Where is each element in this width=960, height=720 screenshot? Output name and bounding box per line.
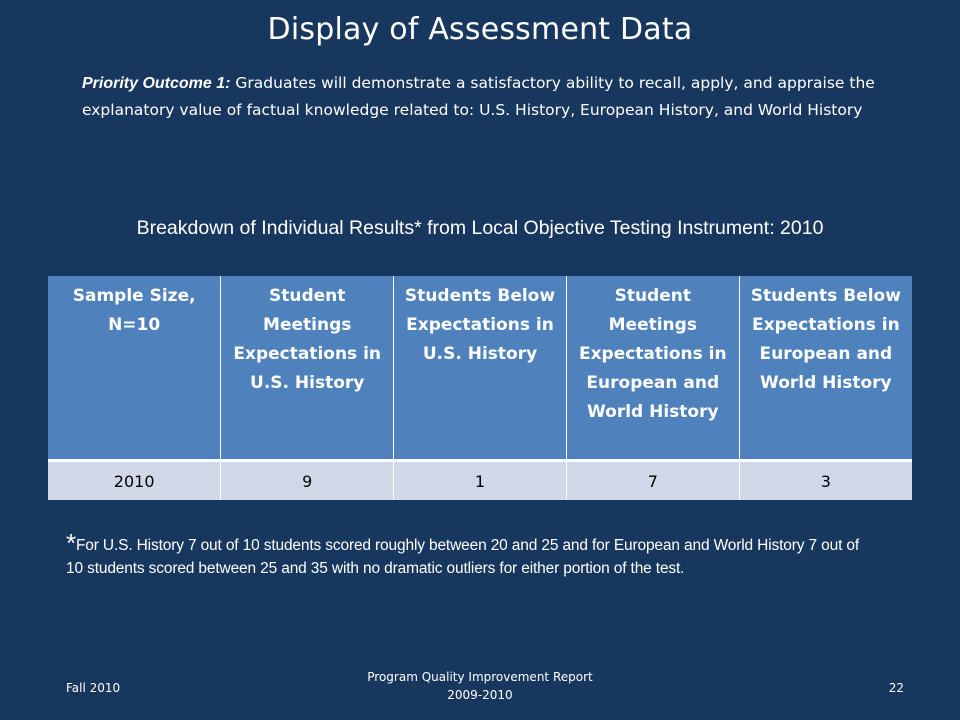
cell-euro-world-meeting: 7 (566, 461, 739, 501)
footnote (66, 528, 876, 580)
table-header-row (48, 276, 912, 461)
footer-report-years: 2009-2010 (447, 688, 513, 702)
header-sample-size: Sample Size, N=10 (48, 276, 221, 461)
slide-title: Display of Assessment Data (267, 12, 693, 47)
table-row (48, 461, 912, 501)
header-euro-world-meeting: Student Meetings Expectations in European and World History (566, 276, 739, 461)
footnote-text: For U.S. History 7 out of 10 students scored roughly between 20 and 25 and for European and World History 7 out of 10 students scored between 25 and 35 with no dramatic outliers for either portion of the test. (66, 537, 860, 577)
priority-outcome-text: Graduates will demonstrate a satisfactory ability to recall, apply, and appraise the explanatory value of factual knowledge related to: U.S. History, European History, and World History (82, 74, 875, 119)
priority-outcome (82, 70, 882, 123)
cell-us-below: 1 (394, 461, 567, 501)
breakdown-title: Breakdown of Individual Results* from Local Objective Testing Instrument: 2010 (136, 217, 824, 239)
cell-year: 2010 (48, 461, 221, 501)
page-number: 22 (888, 681, 904, 695)
footnote-marker: * (66, 528, 76, 558)
header-euro-world-below: Students Below Expectations in European and World History (739, 276, 912, 461)
cell-us-meeting: 9 (221, 461, 394, 501)
footer-report-title (330, 668, 630, 704)
cell-euro-world-below: 3 (739, 461, 912, 501)
header-us-below: Students Below Expectations in U.S. History (394, 276, 567, 461)
header-us-meeting: Student Meetings Expectations in U.S. History (221, 276, 394, 461)
results-table (48, 276, 912, 500)
priority-outcome-label: Priority Outcome 1: (82, 75, 231, 92)
footer-report-name: Program Quality Improvement Report (367, 670, 593, 684)
footer-date: Fall 2010 (66, 681, 121, 695)
